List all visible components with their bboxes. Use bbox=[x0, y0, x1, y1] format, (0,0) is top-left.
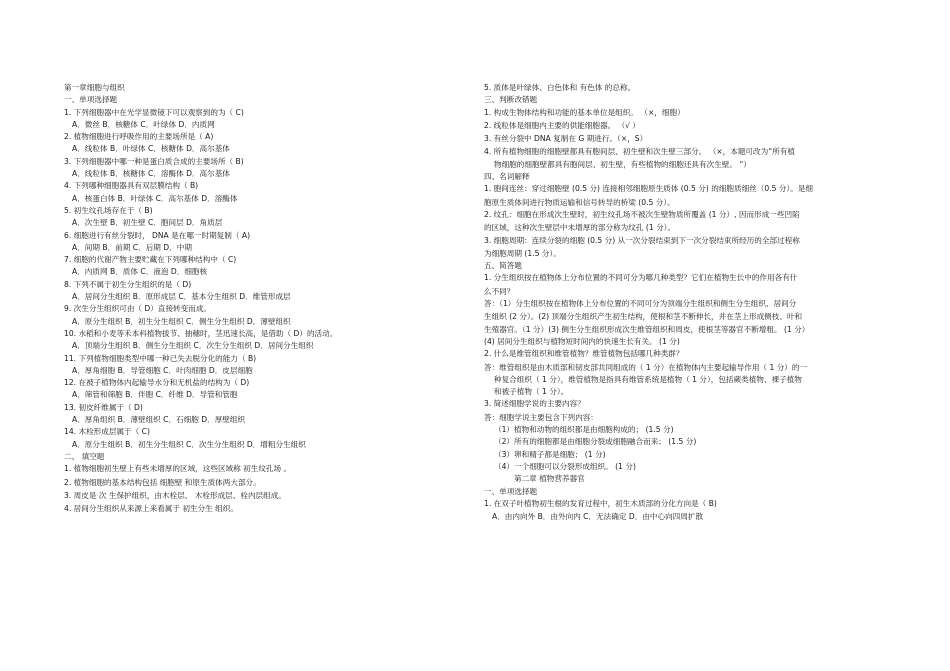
text-line: 第二章 植物营养器官 bbox=[514, 474, 585, 484]
text-line: 2. 植物细胞进行呼吸作用的主要场所是（ A) bbox=[64, 132, 214, 142]
text-line: 4. 下列哪种细胞器具有双层膜结构（ B) bbox=[64, 181, 199, 191]
text-line: 3. 有丝分裂中 DNA 复制在 G 期进行。（×，S） bbox=[484, 134, 648, 144]
text-line: 8. 下列不属于初生分生组织的是（ D) bbox=[64, 279, 192, 289]
right-column bbox=[484, 82, 904, 523]
text-line: 五、简答题 bbox=[484, 261, 522, 271]
text-line: 12. 在被子植物体内起输导水分和无机盐的结构为（ D) bbox=[64, 378, 250, 388]
text-line: 第一章细胞与组织 bbox=[64, 83, 125, 92]
text-line: 1. 胞间连丝：穿过细胞壁 (0.5 分) 连接相邻细胞原生质体 (0.5 分) 的细胞质细丝（0.5 分）。是细 bbox=[484, 184, 814, 194]
text-line: 2. 植物细胞的基本结构包括 细胞壁 和原生质体两大部分。 bbox=[64, 477, 261, 487]
text-line: 3. 下列细胞器中哪一种是蛋白质合成的主要场所（ B) bbox=[64, 156, 244, 166]
text-line: 一、单项选择题 bbox=[64, 95, 118, 105]
text-line: A．筛管和筛胞 B．伴胞 C．纤维 D．导管和管胞 bbox=[72, 390, 238, 400]
text-line: 11. 下列植物细胞类型中哪一种已失去脱分化的能力（ B) bbox=[64, 353, 257, 363]
text-line: 14. 木栓形成层属于（ C) bbox=[64, 427, 150, 437]
text-line: 三、判断改错题 bbox=[484, 95, 538, 105]
text-line: 四、名词解释 bbox=[484, 172, 530, 182]
text-line: 和被子植物（ 1 分）。 bbox=[494, 387, 569, 397]
text-line: 的区域，这种次生壁层中未增厚的部分称为纹孔 (1 分）。 bbox=[484, 223, 676, 233]
text-line: 13. 韧皮纤维属于（ D) bbox=[64, 402, 143, 412]
text-line: A．线粒体 B．叶绿体 C．核糖体 D．高尔基体 bbox=[72, 144, 230, 154]
text-line: A．厚角细胞 B．导管细胞 C．叶肉细胞 D．皮层细胞 bbox=[72, 365, 253, 375]
text-line: 1. 下列细胞器中在光学显微镜下可以观察到的为（ C) bbox=[64, 107, 244, 117]
text-line: A．内质网 B．质体 C．液泡 D．细胞核 bbox=[72, 267, 208, 277]
text-line: A．居间分生组织 B．原形成层 C．基本分生组织 D．维管形成层 bbox=[72, 292, 291, 302]
text-line: 为细胞周期 (1.5 分）。 bbox=[484, 248, 561, 258]
text-line: 答：细胞学说主要包含下列内容： bbox=[484, 412, 598, 422]
text-line: A．原分生组织 B．初生分生组织 C．侧生分生组织 D．薄壁组织 bbox=[72, 316, 291, 326]
text-line: 生组织 (2 分）。(2) 顶端分生组织产生初生结构，使根和茎不断伸长，并在茎上形成侧枝、叶和 bbox=[484, 312, 803, 322]
text-line: A．次生壁 B．初生壁 C．胞间层 D．角质层 bbox=[72, 218, 223, 228]
text-line: (4) 居间分生组织与植物短时间内的快速生长有关。 (1 分) bbox=[484, 336, 680, 346]
text-line: 5. 质体是叶绿体、白色体和 有色体 的总称。 bbox=[484, 83, 636, 92]
text-line: A．顶端分生组织 B．侧生分生组织 C．次生分生组织 D．居间分生组织 bbox=[72, 341, 314, 351]
text-line: 3. 周皮是 次 生保护组织，由木栓层、 木栓形成层、栓内层组成。 bbox=[64, 490, 286, 500]
text-line: 3. 细胞周期：连续分裂的细胞 (0.5 分) 从一次分裂结束到下一次分裂结束所经历的全部过程称 bbox=[484, 235, 800, 245]
text-line: 9. 次生分生组织可由（ D）直接转变而成。 bbox=[64, 304, 212, 314]
text-line: 生殖器官。（1 分）(3) 侧生分生组织形成次生维管组织和周皮，使根茎等器官不断增粗。 (1 分） bbox=[484, 324, 810, 334]
text-line: （3）卵和精子都是细胞； (1 分) bbox=[494, 449, 606, 459]
text-line: 2. 线粒体是细胞内主要的供能细胞器。 （√ ） bbox=[484, 120, 641, 130]
text-line: （4）一个细胞可以分裂形成组织。 (1 分) bbox=[494, 461, 636, 471]
text-line: 一、单项选择题 bbox=[484, 486, 538, 496]
text-line: 3. 简述细胞学说的主要内容？ bbox=[484, 399, 585, 409]
text-line: 1. 分生组织按在植物体上分布位置的不同可分为哪几种类型？它们在植物生长中的作用各有什 bbox=[484, 273, 798, 283]
text-line: A．原分生组织 B．初生分生组织 C．次生分生组织 D．增粗分生组织 bbox=[72, 439, 306, 449]
text-line: A．线粒体 B．核糖体 C．溶酶体 D．高尔基体 bbox=[72, 169, 230, 179]
text-line: 答：（1）分生组织按在植物体上分布位置的不同可分为顶端分生组织和侧生分生组织、居间分 bbox=[484, 299, 797, 309]
text-line: A．间期 B．前期 C．后期 D．中期 bbox=[72, 242, 192, 252]
text-line: 胞原生质体间进行物质运输和信号转导的桥梁 (0.5 分）。 bbox=[484, 197, 675, 207]
text-line: 10. 水稻和小麦等禾本科植物拔节、抽穗时，茎迅速长高，是借助（ D）的活动。 bbox=[64, 328, 338, 338]
text-line: 1. 植物细胞初生壁上有些未增厚的区域，这些区域称 初生纹孔场 。 bbox=[64, 464, 292, 474]
text-line: 5. 初生纹孔场存在于（ B) bbox=[64, 205, 153, 215]
text-line: 1. 构成生物体结构和功能的基本单位是组织。 （×，细胞） bbox=[484, 107, 685, 117]
text-line: A．厚角组织 B．薄壁组织 C．石细胞 D．厚壁组织 bbox=[72, 415, 246, 425]
text-line: 2. 什么是维管组织和维管植物？维管植物包括哪几种类群？ bbox=[484, 349, 684, 359]
text-line: A．微丝 B．核糖体 C．叶绿体 D．内质网 bbox=[72, 119, 215, 129]
text-line: 1. 在双子叶植物初生根的发育过程中，初生木质部的分化方向是（ B) bbox=[484, 498, 717, 508]
text-line: 2. 纹孔：细胞在形成次生壁时，初生纹孔场不被次生壁物质所覆盖 (1 分）, 因而形成一些凹陷 bbox=[484, 209, 800, 219]
text-line: 答：维管组织是由木质部和韧皮部共同组成的（ 1 分）在植物体内主要起输导作用（ 1 分）的一 bbox=[484, 362, 808, 372]
text-line: （1）植物和动物的组织都是由细胞构成的； (1.5 分) bbox=[494, 425, 674, 435]
text-line: 二、 填空题 bbox=[64, 451, 105, 461]
text-line: 4. 所有植物细胞的细胞壁都具有胞间层、初生壁和次生壁三部分。 （×，本题可改为“所有植 bbox=[484, 147, 795, 157]
text-line: 6. 细胞进行有丝分裂时， DNA 是在哪一时期复制（ A) bbox=[64, 230, 251, 240]
text-line: A．核蛋白体 B．叶绿体 C．高尔基体 D．溶酶体 bbox=[72, 193, 238, 203]
text-line: （2）所有的细胞都是由细胞分裂或细胞融合而来； (1.5 分) bbox=[494, 437, 697, 447]
text-line: 种复合组织（ 1 分），维管植物是指具有维管系统是植物（ 1 分），包括蕨类植物、裸子植物 bbox=[494, 374, 802, 384]
text-line: 么不同？ bbox=[484, 286, 515, 296]
text-line: 4. 居间分生组织从来源上来看属于 初生分生 组织。 bbox=[64, 504, 238, 514]
text-line: A．由内向外 B．由外向内 C．无法确定 D．由中心向四周扩散 bbox=[492, 512, 704, 522]
left-column bbox=[64, 82, 464, 516]
text-line: 物细胞的细胞壁都具有胞间层、初生壁，有些植物的细胞还具有次生壁。 “） bbox=[494, 159, 751, 169]
text-line: 7. 细胞的代谢产物主要贮藏在下列哪种结构中（ C) bbox=[64, 255, 237, 265]
